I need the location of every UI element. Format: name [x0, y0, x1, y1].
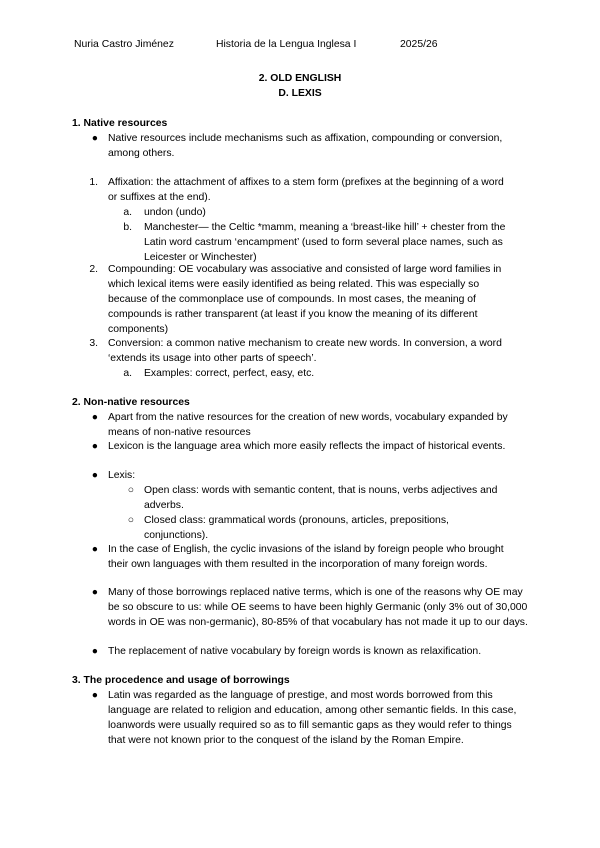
sub-list-marker: b. [123, 222, 132, 233]
list-item-text: Compounding: OE vocabulary was associative and consisted of large word families in which lexical items were easily identified as being related. This was especially so because of the commonplace use of compounds. In most cases, the meaning of compounds is rather transparent (at least if you know the meaning of its different components) [108, 264, 502, 335]
section-heading-non-native: 2. Non-native resources [72, 397, 190, 408]
sub-list-marker: a. [123, 368, 132, 379]
bullet-marker: ● [91, 587, 98, 598]
circle-marker: ○ [127, 515, 134, 526]
sub-list-marker: a. [123, 207, 132, 218]
list-item-text: The replacement of native vocabulary by foreign words is known as relaxification. [108, 646, 482, 657]
list-item: Native resources include mechanisms such as affixation, compounding or conversion, among others. [108, 133, 503, 159]
bullet-marker: ● [91, 133, 98, 144]
bullet-marker: ● [91, 646, 98, 657]
sub-list-text: Manchester— the Celtic *mamm, meaning a ‘breast-like hill’ + chester from the Latin word castrum ‘encampment’ (used to form several place names, such as Leicester or Winchester) [144, 222, 506, 263]
section-heading-native: 1. Native resources [72, 118, 168, 129]
sub-list-text: Examples: correct, perfect, easy, etc. [144, 368, 315, 379]
bullet-marker: ● [91, 544, 98, 555]
bullet-marker: ● [91, 690, 98, 701]
document-title: 2. OLD ENGLISH [258, 73, 342, 84]
list-number: 1. [89, 177, 98, 188]
sub-list-text: Closed class: grammatical words (pronouns, articles, prepositions, conjunctions). [144, 515, 449, 541]
list-item-text: Latin was regarded as the language of prestige, and most words borrowed from this language are related to religion and education, among other semantic fields. In this case, loanwords were usually required so as to fill semantic gaps as they would refer to things that were not known prior to the conquest of the island by the Roman Empire. [108, 690, 517, 746]
list-number: 2. [89, 264, 98, 275]
header-course: Historia de la Lengua Inglesa I [216, 39, 357, 50]
bullet-marker: ● [91, 412, 98, 423]
list-item-text: In the case of English, the cyclic invasions of the island by foreign people who brought their own languages with them resulted in the incorporation of many foreign words. [108, 544, 504, 570]
sub-list-text: undon (undo) [144, 207, 206, 218]
list-item-text: Lexis: [108, 470, 136, 481]
list-number: 3. [89, 338, 98, 349]
bullet-marker: ● [91, 441, 98, 452]
list-item-text: Apart from the native resources for the creation of new words, vocabulary expanded by means of non-native resources [108, 412, 508, 438]
document-subtitle: D. LEXIS [278, 88, 322, 99]
header-year: 2025/26 [400, 39, 438, 50]
bullet-marker: ● [91, 470, 98, 481]
header-author: Nuria Castro Jiménez [74, 39, 174, 50]
sub-list-text: Open class: words with semantic content, that is nouns, verbs adjectives and adverbs. [144, 485, 498, 511]
list-item-text: Many of those borrowings replaced native terms, which is one of the reasons why OE may be so obscure to us: while OE seems to have been highly Germanic (only 3% out of 30,000 words in OE was non-germanic), 80-85% of that vocabulary has not made it up to our days. [108, 587, 528, 628]
list-item-text: Lexicon is the language area which more easily reflects the impact of historical events. [108, 441, 506, 452]
list-item-text: Affixation: the attachment of affixes to a stem form (prefixes at the beginning of a word or suffixes at the end). [108, 177, 504, 203]
circle-marker: ○ [127, 485, 134, 496]
section-heading-borrowings: 3. The procedence and usage of borrowings [72, 675, 290, 686]
list-item-text: Conversion: a common native mechanism to create new words. In conversion, a word ‘extends its usage into other parts of speech’. [108, 338, 502, 364]
